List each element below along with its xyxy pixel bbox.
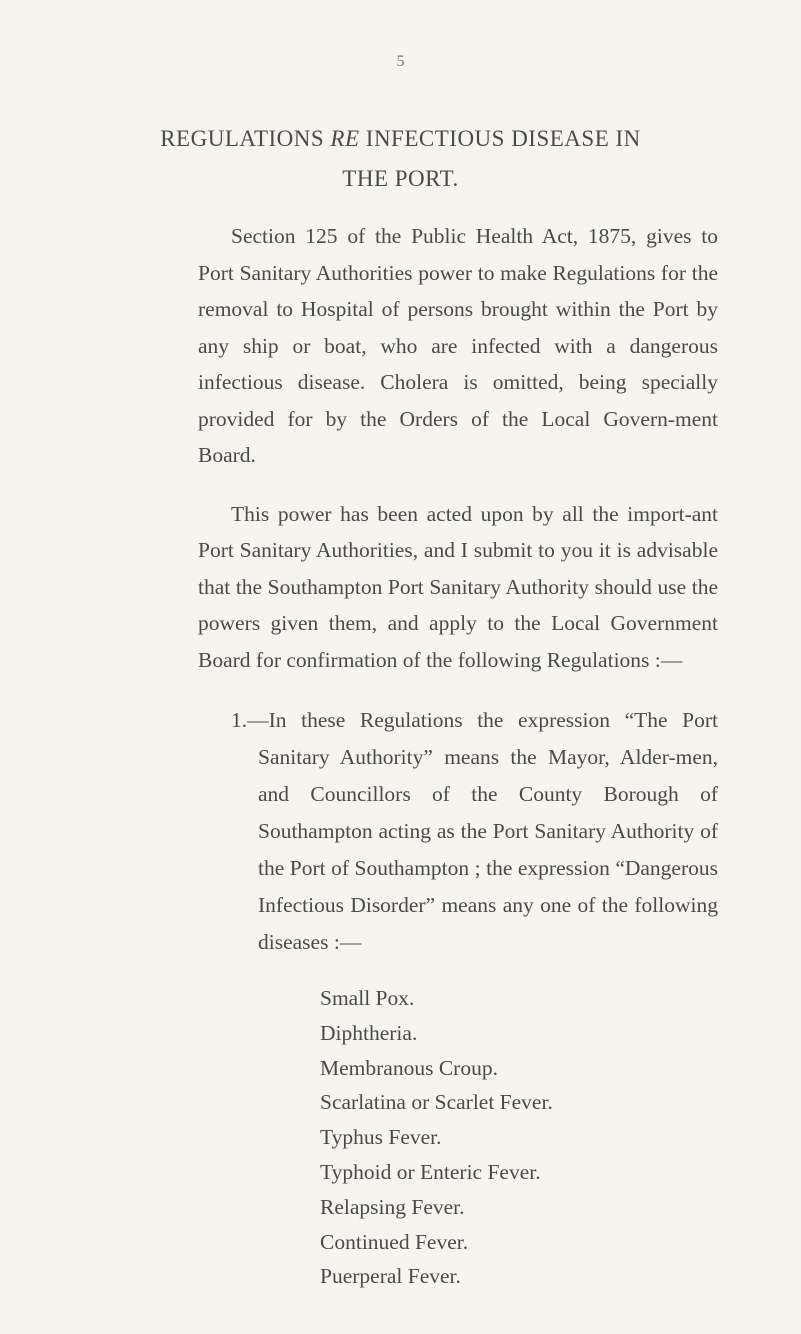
list-item: Puerperal Fever. [320,1264,461,1289]
title-line-2: THE PORT. [342,166,459,191]
list-item: Diphtheria. [320,1020,418,1045]
title-italic: RE [330,126,360,151]
page-number: 5 [396,53,405,70]
title-text: INFECTIOUS DISEASE IN [359,126,641,151]
list-item: Small Pox. [320,986,415,1010]
list-item: Typhus Fever. [320,1125,442,1150]
list-item: Typhoid or Enteric Fever. [320,1159,541,1184]
regulation-1: 1.—In these Regulations the expression “The Port Sanitary Authority” means the Mayor, Alder-men, and Councillors of the County Borough of Southampton acting as the Port Sanitary Authority of the Port of Southampton ; the expression “Dangerous Infectious Disorder” means any one of the following diseases :— [231,708,718,954]
title-text: REGULATIONS [160,126,331,151]
paragraph-2: This power has been acted upon by all the import-ant Port Sanitary Authorities, and I submit to you it is advisable that the Southampton Port Sanitary Authority should use the powers given them, and apply to the Local Government Board for confirmation of the following Regulations :— [198,501,718,672]
title-line-1 [0,124,801,154]
paragraph-1: Section 125 of the Public Health Act, 1875, gives to Port Sanitary Authorities power to make Regulations for the removal to Hospital of persons brought within the Port by any ship or boat, who are infected with a dangerous infectious disease. Cholera is omitted, being specially provided for by the Orders of the Local Govern-ment Board. [198,224,718,467]
list-item: Relapsing Fever. [320,1194,465,1219]
list-item: Membranous Croup. [320,1055,498,1080]
disease-list [320,981,801,1294]
list-item: Continued Fever. [320,1229,469,1254]
list-item: Scarlatina or Scarlet Fever. [320,1090,553,1115]
